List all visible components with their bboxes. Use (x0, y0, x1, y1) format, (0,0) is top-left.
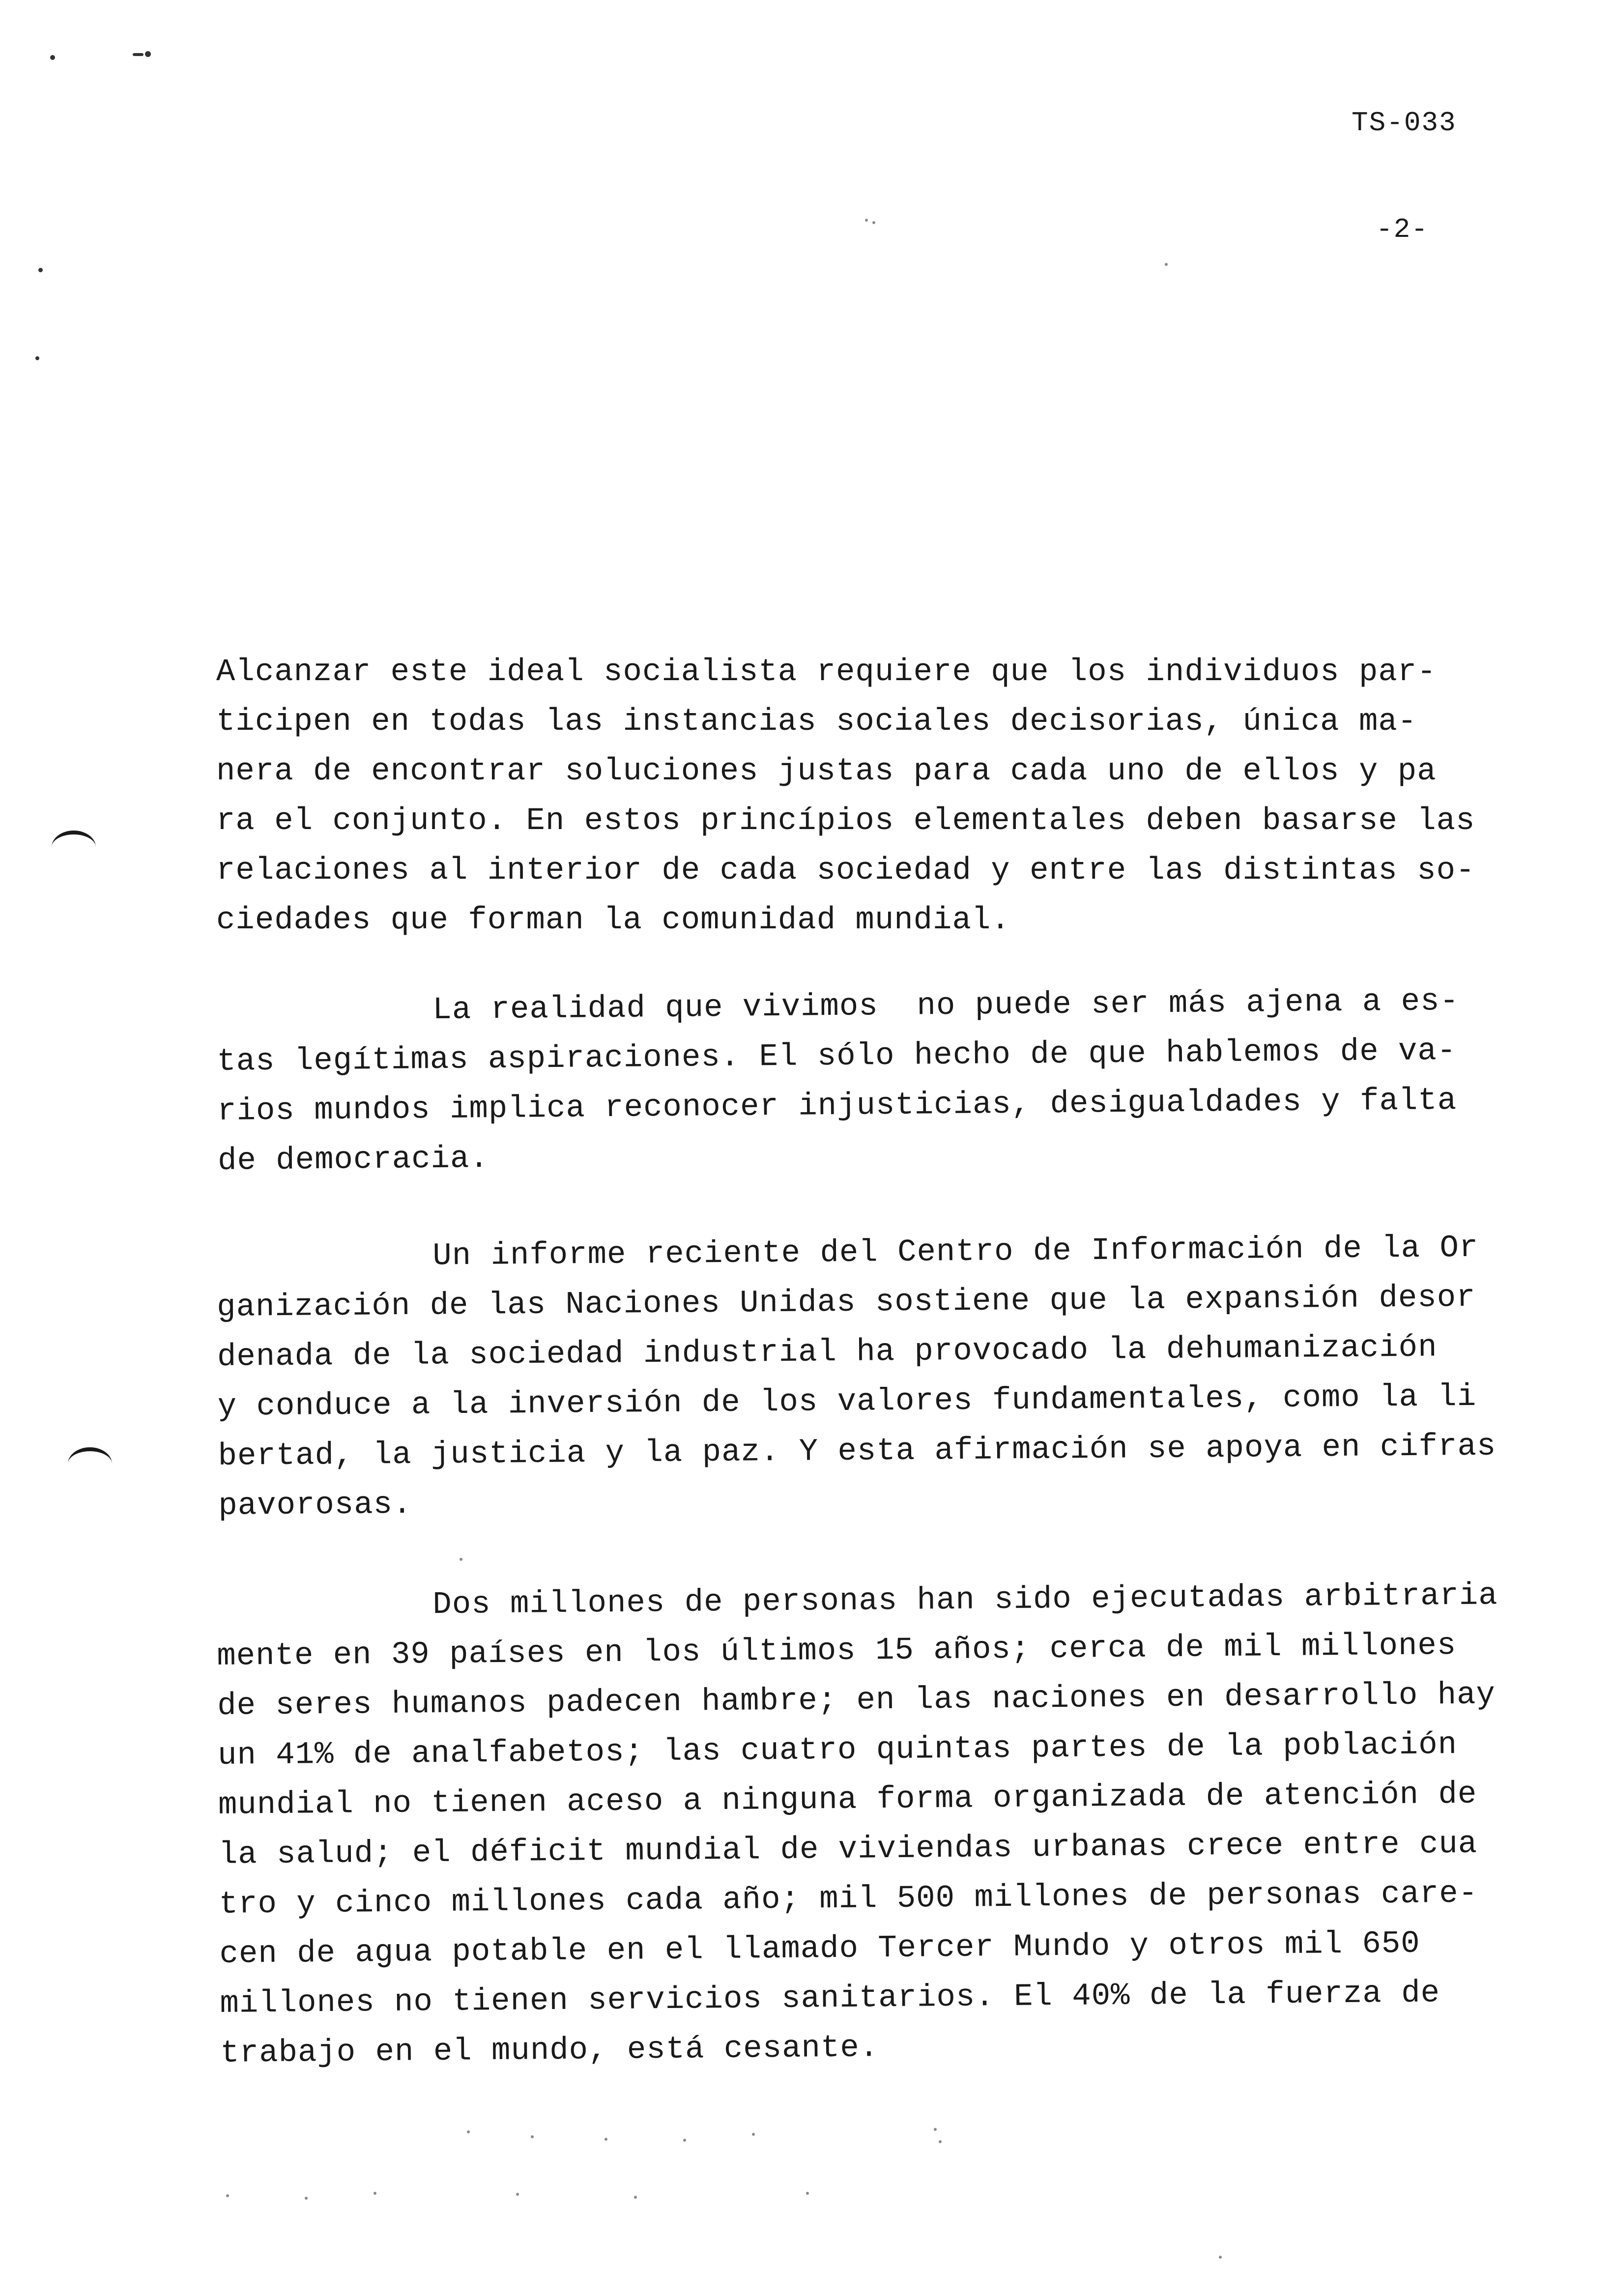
scan-speck (226, 2194, 229, 2197)
margin-mark (133, 53, 144, 56)
text-line: cen de agua potable en el llamado Tercer Mundo y otros mil 650 (219, 1926, 1421, 1972)
scan-speck (752, 2133, 755, 2136)
text-line: tro y cinco millones cada año; mil 500 millones de personas care- (219, 1876, 1478, 1923)
text-line: denada de la sociedad industrial ha provocado la dehumanización (217, 1330, 1438, 1375)
text-line: Dos millones de personas han sido ejecutadas arbitraria (432, 1578, 1498, 1623)
text-line: mundial no tienen aceso a ninguna forma organizada de atención de (218, 1777, 1477, 1823)
scan-speck (531, 2135, 534, 2138)
text-line: bertad, la justicia y la paz. Y esta afirmación se apoya en cifras (218, 1429, 1497, 1474)
scan-speck (1219, 2256, 1222, 2259)
text-line: mente en 39 países en los últimos 15 años; cerca de mil millones (217, 1628, 1457, 1674)
text-line: nera de encontrar soluciones justas para cada uno de ellos y pa (216, 754, 1437, 789)
text-line: un 41% de analfabetos; las cuatro quintas partes de la población (217, 1727, 1458, 1774)
margin-arc-mark (52, 831, 96, 864)
text-line: Alcanzar este ideal socialista requiere que los individuos par- (216, 655, 1437, 690)
paragraph-1 (216, 648, 1543, 946)
scan-speck (516, 2193, 519, 2196)
margin-mark (50, 55, 55, 60)
text-line: Un informe reciente del Centro de Información de la Or (432, 1230, 1479, 1274)
scan-speck (467, 2130, 470, 2133)
scan-speck (460, 1558, 462, 1561)
scan-speck (872, 221, 875, 224)
paragraph-4 (216, 1571, 1548, 2079)
scan-speck (634, 2196, 637, 2199)
text-line: ciedades que forman la comunidad mundial. (216, 903, 1010, 938)
text-line: la salud; el déficit mundial de viviendas urbanas crece entre cua (218, 1826, 1478, 1873)
text-line: La realidad que vivimos no puede ser más ajena a es- (432, 983, 1460, 1029)
scan-speck (374, 2192, 376, 2195)
text-line: millones no tienen servicios sanitarios. El 40% de la fuerza de (220, 1976, 1440, 2022)
text-line: de seres humanos padecen hambre; en las naciones en desarrollo hay (217, 1677, 1496, 1724)
margin-mark (38, 268, 43, 272)
scan-speck (305, 2197, 308, 2200)
text-line: trabajo en el mundo, está cesante. (220, 2030, 879, 2071)
margin-arc-mark (68, 1447, 112, 1481)
scan-speck (934, 2128, 937, 2131)
text-line: rios mundos implica reconocer injusticias, desigualdades y falta (217, 1083, 1457, 1129)
margin-mark (145, 51, 151, 57)
scan-speck (1165, 263, 1168, 266)
scan-speck (683, 2139, 686, 2142)
text-line: ganización de las Naciones Unidas sostiene que la expansión desor (216, 1280, 1476, 1325)
scan-speck (806, 2192, 809, 2195)
margin-mark (35, 356, 39, 360)
paragraph-3 (216, 1223, 1546, 1531)
scan-speck (865, 219, 868, 222)
text-line: ticipen en todas las instancias sociales decisorias, única ma- (216, 704, 1417, 740)
text-line: tas legítimas aspiraciones. El sólo hecho de que hablemos de va- (217, 1033, 1457, 1080)
text-line: y conduce a la inversión de los valores fundamentales, como la li (217, 1379, 1477, 1425)
paragraph-2 (216, 976, 1545, 1186)
text-line: de democracia. (217, 1141, 489, 1179)
document-code: TS-033 (1352, 107, 1457, 139)
scan-speck (604, 2138, 607, 2141)
text-line: ra el conjunto. En estos princípios elementales deben basarse las (216, 804, 1475, 839)
page-number: -2- (1376, 214, 1429, 245)
text-line: pavorosas. (218, 1487, 412, 1524)
text-line: relaciones al interior de cada sociedad y entre las distintas so- (216, 853, 1475, 889)
scan-speck (939, 2140, 942, 2143)
